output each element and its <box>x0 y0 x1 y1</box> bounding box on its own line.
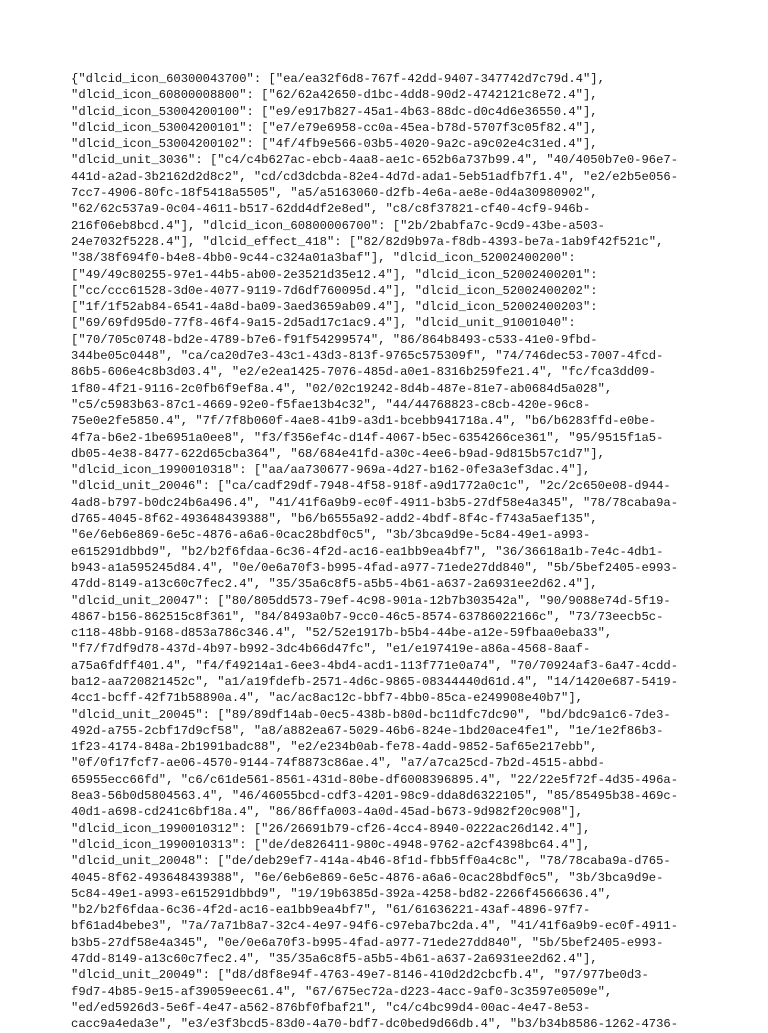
text-line: 441d-a2ad-3b2162d2d8c2", "cd/cd3dcbda-82e4-4d7d-ada1-5eb51adfb7f1.4", "e2/e2b5e056- <box>71 169 679 184</box>
text-line: ["cc/ccc61528-3d0e-4077-9119-7d6df760095d.4"], "dlcid_icon_52002400202": <box>71 283 598 298</box>
text-line: "b2/b2f6fdaa-6c36-4f2d-ac16-ea1bb9ea4bf7", "61/61636221-43af-4896-97f7- <box>71 903 591 918</box>
text-line: "6e/6eb6e869-6e5c-4876-a6a6-0cac28bdf0c5", "3b/3bca9d9e-5c84-49e1-a993- <box>71 528 591 543</box>
text-line: 47dd-8149-a13c60c7fec2.4", "35/35a6c8f5-a5b5-4b61-a637-2a6931ee2d62.4"], <box>71 952 598 967</box>
text-line: f9d7-4b85-9e15-af39059eec61.4", "67/675ec72a-d223-4acc-9af0-3c3597e0509e", <box>71 984 613 999</box>
text-line: ["49/49c80255-97e1-44b5-ab00-2e3521d35e12.4"], "dlcid_icon_52002400201": <box>71 267 598 282</box>
text-line: b943-a1a595245d84.4", "0e/0e6a70f3-b995-4fad-a977-71ede27dd840", "5b/5bef2405-e993- <box>71 560 679 575</box>
text-line: "ed/ed5926d3-5e6f-4e47-a562-876bf0fbaf21", "c4/c4bc99d4-00ac-4e47-8e53- <box>71 1000 591 1015</box>
text-line: bf61ad4bebe3", "7a/7a71b8a7-32c4-4e97-94f6-c97eba7bc2da.4", "41/41f6a9b9-ec0f-4911- <box>71 919 679 934</box>
text-line: "dlcid_unit_20046": ["ca/cadf29df-7948-4f58-918f-a9d1772a0c1c", "2c/2c650e08-d944- <box>71 479 671 494</box>
text-line: "dlcid_icon_1990010312": ["26/26691b79-cf26-4cc4-8940-0222ac26d142.4"], <box>71 821 591 836</box>
text-line: 65955ecc66fd", "c6/c61de561-8561-431d-80be-df6008396895.4", "22/22e5f72f-4d35-496a- <box>71 772 679 787</box>
text-line: "dlcid_unit_20047": ["80/805dd573-79ef-4c98-901a-12b7b303542a", "90/9088e74d-5f19- <box>71 593 671 608</box>
text-line: ba12-aa720821452c", "a1/a19fdefb-2571-4d6c-9865-08344440d61d.4", "14/1420e687-5419- <box>71 674 679 689</box>
text-line: "dlcid_unit_3036": ["c4/c4b627ac-ebcb-4aa8-ae1c-652b6a737b99.4", "40/4050b7e0-96e7- <box>71 153 679 168</box>
text-line: 216f06eb8bcd.4"], "dlcid_icon_60800006700": ["2b/2babfa7c-9cd9-43be-a503- <box>71 218 605 233</box>
text-line: ["69/69fd95d0-77f8-46f4-9a15-2d5ad17c1ac9.4"], "dlcid_unit_91001040": <box>71 316 576 331</box>
text-line: a75a6fdff401.4", "f4/f49214a1-6ee3-4bd4-acd1-113f771e0a74", "70/70924af3-6a47-4cdd- <box>71 658 679 673</box>
json-text-block <box>71 71 711 1033</box>
text-line: db05-4e38-8477-622d65cba364", "68/684e41fd-a30c-4ee6-b9ad-9d815b57c1d7"], <box>71 446 605 461</box>
text-line: "dlcid_icon_1990010318": ["aa/aa730677-969a-4d27-b162-0fe3a3ef3dac.4"], <box>71 463 591 478</box>
text-line: ["70/705c0748-bd2e-4789-b7e6-f91f54299574", "86/864b8493-c533-41e0-9fbd- <box>71 332 598 347</box>
text-line: 5c84-49e1-a993-e615291dbbd9", "19/19b6385d-392a-4258-bd82-2266f4566636.4", <box>71 886 613 901</box>
text-line: c118-48bb-9168-d853a786c346.4", "52/52e1917b-b5b4-44be-a12e-59fbaa0eba33", <box>71 626 613 641</box>
text-line: "dlcid_unit_20048": ["de/deb29ef7-414a-4b46-8f1d-fbb5ff0a4c8c", "78/78caba9a-d765- <box>71 854 671 869</box>
text-line: cacc9a4eda3e", "e3/e3f3bcd5-83d0-4a70-bdf7-dc0bed9d66db.4", "b3/b34b8586-1262-4736- <box>71 1017 679 1032</box>
text-line: 1f23-4174-848a-2b1991badc88", "e2/e234b0ab-fe78-4add-9852-5af65e217ebb", <box>71 740 598 755</box>
text-line: 75e0e2fe5850.4", "7f/7f8b060f-4ae8-41b9-a3d1-bcebb941718a.4", "b6/b6283ffd-e0be- <box>71 414 657 429</box>
text-line: 4f7a-b6e2-1be6951a0ee8", "f3/f356ef4c-d14f-4067-b5ec-6354266ce361", "95/9515f1a5- <box>71 430 664 445</box>
text-line: "62/62c537a9-0c04-4611-b517-62dd4df2e8ed", "c8/c8f37821-cf40-4cf9-946b- <box>71 202 591 217</box>
text-line: "f7/f7df9d78-437d-4b97-b992-3dc4b66d47fc", "e1/e197419e-a86a-4568-8aaf- <box>71 642 591 657</box>
text-line: 7cc7-4906-80fc-18f5418a5505", "a5/a5163060-d2fb-4e6a-ae8e-0d4a30980902", <box>71 186 598 201</box>
text-line: 4ad8-b797-b0dc24b6a496.4", "41/41f6a9b9-ec0f-4911-b3b5-27df58e4a345", "78/78caba9a- <box>71 495 679 510</box>
text-line: b3b5-27df58e4a345", "0e/0e6a70f3-b995-4fad-a977-71ede27dd840", "5b/5bef2405-e993- <box>71 935 664 950</box>
text-line: 4cc1-bcff-42f71b58890a.4", "ac/ac8ac12c-bbf7-4bb0-85ca-e249908e40b7"], <box>71 691 583 706</box>
text-line: {"dlcid_icon_60300043700": ["ea/ea32f6d8-767f-42dd-9407-347742d7c79d.4"], <box>71 72 605 86</box>
text-line: 344be05c0448", "ca/ca20d7e3-43c1-43d3-813f-9765c575309f", "74/746dec53-7007-4fcd- <box>71 349 664 364</box>
text-line: 4045-8f62-493648439388", "6e/6eb6e869-6e5c-4876-a6a6-0cac28bdf0c5", "3b/3bca9d9e- <box>71 870 664 885</box>
text-line: "dlcid_icon_1990010313": ["de/de826411-980c-4948-9762-a2cf4398bc64.4"], <box>71 837 591 852</box>
text-line: 86b5-606e4c8b3d03.4", "e2/e2ea1425-7076-485d-a0e1-8316b259fe21.4", "fc/fca3dd09- <box>71 365 657 380</box>
text-line: "38/38f694f0-b4e8-4bb0-9c44-c324a01a3baf"], "dlcid_icon_52002400200": <box>71 251 576 266</box>
text-line: 40d1-a698-cd241c6bf18a.4", "86/86ffa003-4a0d-45ad-b673-9d982f20c908"], <box>71 805 583 820</box>
text-line: 8ea3-56b0d5804563.4", "46/46055bcd-cdf3-4201-98c9-dda8d6322105", "85/85495b38-469c- <box>71 789 679 804</box>
text-line: 24e7032f5228.4"], "dlcid_effect_418": ["82/82d9b97a-f8db-4393-be7a-1ab9f42f521c", <box>71 234 664 249</box>
text-line: d765-4045-8f62-493648439388", "b6/b6555a92-add2-4bdf-8f4c-f743a5aef135", <box>71 512 598 527</box>
text-line: "dlcid_icon_60800008800": ["62/62a42650-d1bc-4dd8-90d2-4742121c8e72.4"], <box>71 88 598 103</box>
text-line: 492d-a755-2cbf17d9cf58", "a8/a882ea67-5029-46b6-824e-1bd20ace4fe1", "1e/1e2f86b3- <box>71 723 664 738</box>
text-line: "0f/0f17fcf7-ae06-4570-9144-74f8873c86ae.4", "a7/a7ca25cd-7b2d-4515-abbd- <box>71 756 605 771</box>
text-line: e615291dbbd9", "b2/b2f6fdaa-6c36-4f2d-ac16-ea1bb9ea4bf7", "36/36618a1b-7e4c-4db1- <box>71 544 664 559</box>
text-line: "dlcid_icon_53004200101": ["e7/e79e6958-cc0a-45ea-b78d-5707f3c05f82.4"], <box>71 120 598 135</box>
text-line: ["1f/1f52ab84-6541-4a8d-ba09-3aed3659ab09.4"], "dlcid_icon_52002400203": <box>71 300 598 315</box>
text-line: "c5/c5983b63-87c1-4669-92e0-f5fae13b4c32", "44/44768823-c8cb-420e-96c8- <box>71 397 591 412</box>
text-line: "dlcid_unit_20049": ["d8/d8f8e94f-4763-49e7-8146-410d2d2cbcfb.4", "97/977be0d3- <box>71 968 649 983</box>
text-line: "dlcid_icon_53004200100": ["e9/e917b827-45a1-4b63-88dc-d0c4d6e36550.4"], <box>71 104 598 119</box>
text-line: "dlcid_icon_53004200102": ["4f/4fb9e566-03b5-4020-9a2c-a9c02e4c31ed.4"], <box>71 137 598 152</box>
text-line: 4867-b156-862515c8f361", "84/8493a0b7-9cc0-46c5-8574-63786022166c", "73/73eecb5c- <box>71 609 664 624</box>
text-line: 47dd-8149-a13c60c7fec2.4", "35/35a6c8f5-a5b5-4b61-a637-2a6931ee2d62.4"], <box>71 577 598 592</box>
text-line: "dlcid_unit_20045": ["89/89df14ab-0ec5-438b-b80d-bc11dfc7dc90", "bd/bdc9a1c6-7de3- <box>71 707 671 722</box>
text-line: 1f80-4f21-9116-2c0fb6f9ef8a.4", "02/02c19242-8d4b-487e-81e7-ab0684d5a028", <box>71 381 613 396</box>
